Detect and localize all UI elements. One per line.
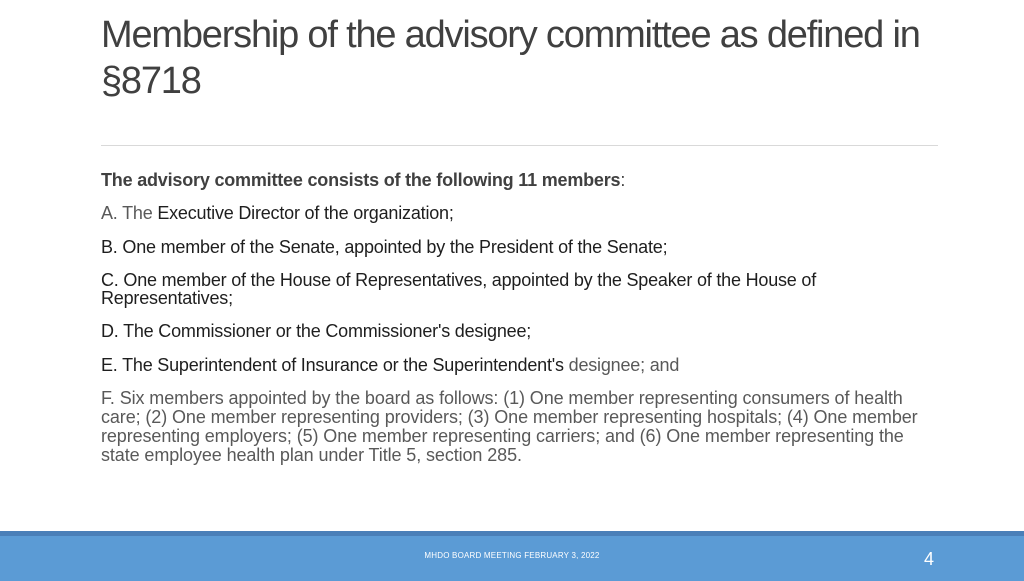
- member-item-a-text: Executive Director of the organization;: [157, 203, 454, 223]
- member-item-e: [101, 355, 946, 376]
- slide-body: [101, 170, 946, 478]
- page-number: 4: [923, 549, 934, 569]
- member-item-e-text: E. The Superintendent of Insurance or the Superintendent's: [101, 355, 569, 375]
- member-item-e-tail: designee; and: [568, 355, 680, 375]
- member-item-a: [101, 203, 946, 224]
- member-item-d: D. The Commissioner or the Commissioner's designee;: [101, 321, 532, 341]
- member-item-c: C. One member of the House of Representatives, appointed by the Speaker of the House of Representatives;: [101, 270, 817, 308]
- title-divider: [101, 145, 938, 146]
- slide-title: Membership of the advisory committee as defined in §8718: [101, 14, 920, 102]
- intro-colon: :: [620, 170, 626, 190]
- intro-bold-text: The advisory committee consists of the following 11 members: [101, 170, 621, 190]
- footer-text: MHDO BOARD MEETING FEBRUARY 3, 2022: [424, 551, 600, 560]
- footer-bar: [0, 531, 1024, 581]
- intro-line: [101, 170, 946, 191]
- member-item-f: F. Six members appointed by the board as follows: (1) One member representing consumers of health care; (2) One member representing providers; (3) One member representing hospitals; (4) One member representing employers; (5) One member representing carriers; and (6) One member representing the state employee health plan under Title 5, section 285.: [101, 388, 918, 465]
- member-item-a-prefix: A. The: [101, 203, 158, 223]
- member-item-b: B. One member of the Senate, appointed by the President of the Senate;: [101, 237, 668, 257]
